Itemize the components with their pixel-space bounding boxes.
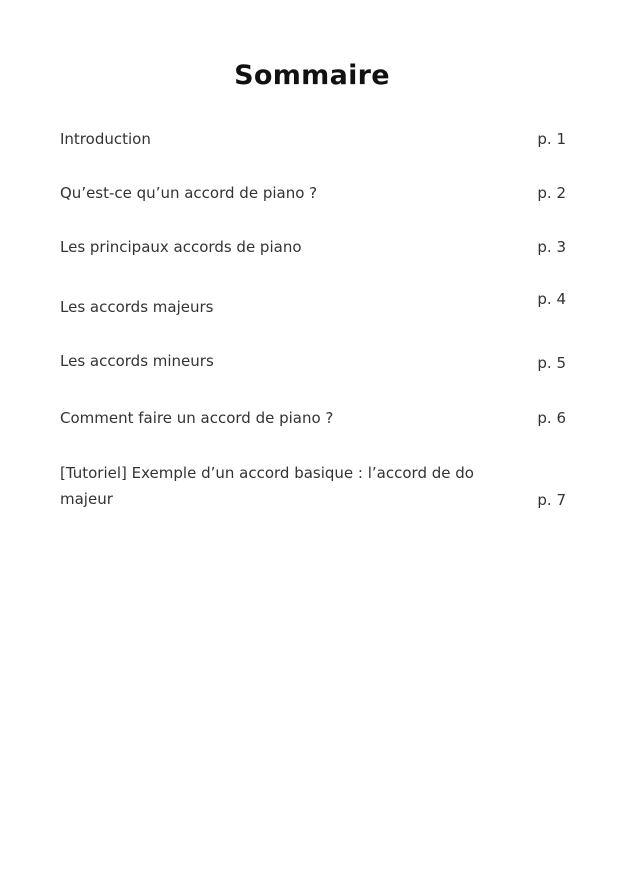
toc-entry-label: [Tutoriel] Exemple d’un accord basique : l’accord de do majeur <box>60 464 474 508</box>
toc-entry-label: Qu’est-ce qu’un accord de piano ? <box>60 184 318 202</box>
toc-entry-page: p. 7 <box>537 491 566 509</box>
toc-entry-label: Comment faire un accord de piano ? <box>60 409 334 427</box>
toc-entry-label: Les accords mineurs <box>60 352 214 370</box>
toc-entry-page: p. 4 <box>537 290 566 308</box>
toc-entry-page: p. 1 <box>537 130 566 148</box>
toc-entry-label: Les principaux accords de piano <box>60 238 302 256</box>
toc-entry-page: p. 6 <box>537 409 566 427</box>
toc-entry-label: Introduction <box>60 130 151 148</box>
toc-entry-label: Les accords majeurs <box>60 298 214 316</box>
toc-entry-page: p. 3 <box>537 238 566 256</box>
page-title: Sommaire <box>234 60 390 91</box>
toc-entry-page: p. 2 <box>537 184 566 202</box>
toc-entry-page: p. 5 <box>537 354 566 372</box>
